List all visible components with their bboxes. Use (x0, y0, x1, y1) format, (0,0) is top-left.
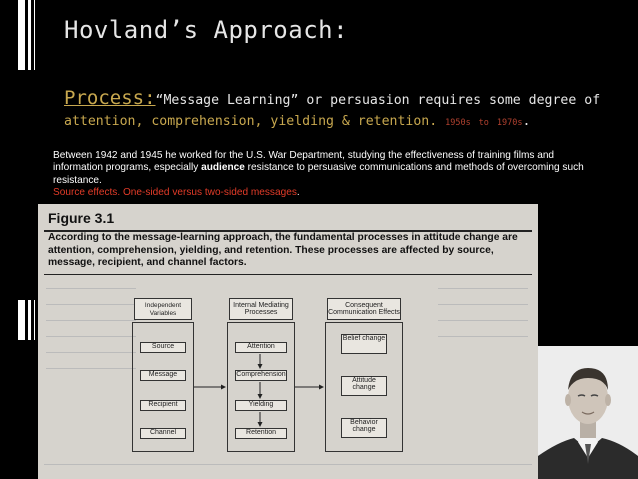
figure-bottom-rule (44, 274, 532, 275)
process-keyword: Process: (64, 87, 156, 109)
faded-text-line (438, 304, 528, 305)
col3-header: Consequent Communication Effects (328, 302, 400, 316)
yielding-label: Yielding (248, 401, 274, 408)
retention-box (235, 428, 287, 439)
source-box (140, 342, 186, 353)
para-bold: audience (201, 162, 245, 174)
portrait-photo (538, 346, 638, 479)
years-to: to (478, 118, 489, 128)
comprehension-box (235, 370, 287, 381)
portrait-illustration (538, 346, 638, 479)
slide-title: Hovland’s Approach: (64, 16, 349, 44)
channel-box (140, 428, 186, 439)
header-consequent (327, 298, 401, 320)
process-statement (64, 88, 624, 134)
col1-header: Independent Variables (144, 302, 182, 317)
faded-text-line (46, 336, 136, 337)
figure-scan (38, 204, 538, 479)
faded-text-line (46, 320, 136, 321)
attention-box (235, 342, 287, 353)
belief-box (341, 334, 387, 354)
decorative-bar (28, 300, 31, 340)
decorative-bar (18, 300, 25, 340)
figure-caption: According to the message-learning approach, the fundamental processes in attitude change are attention, comprehension, yielding, and retention. These processes are affected by source, message, recipient, and channel factors. (48, 232, 518, 268)
faded-text-line (46, 352, 136, 353)
years-start: 1950s (445, 118, 471, 128)
decorative-bar (34, 300, 35, 340)
faded-text-line (438, 320, 528, 321)
source-label: Source (151, 343, 175, 350)
figure-footer-rule (44, 464, 532, 465)
decorative-bar (18, 20, 25, 70)
process-period: . (522, 114, 531, 129)
col2-header: Internal Mediating Processes (233, 302, 289, 316)
faded-text-line (438, 336, 528, 337)
retention-label: Retention (246, 429, 276, 436)
attention-label: Attention (247, 343, 275, 350)
yielding-box (235, 400, 287, 411)
faded-text-line (46, 304, 136, 305)
channel-label: Channel (149, 429, 177, 436)
note-period: . (296, 186, 300, 198)
decorative-bar (28, 20, 31, 70)
para-text: Between 1942 and 1945 he worked for the U.S. War Department, studying the effectiveness of training films and information programs, especially (53, 150, 555, 174)
recipient-box (140, 400, 186, 411)
header-mediating (229, 298, 293, 320)
attitude-label: Attitude change (352, 377, 376, 391)
figure-title: Figure 3.1 (48, 210, 115, 226)
faded-text-line (46, 368, 136, 369)
years-end: 1970s (496, 118, 523, 128)
process-text: “Message Learning” or persuasion requires some degree of (155, 93, 601, 108)
decorative-bar (34, 20, 35, 70)
header-independent (134, 298, 192, 320)
process-line2: attention, comprehension, yielding & retention. (64, 114, 438, 129)
belief-label: Belief change (342, 335, 386, 342)
message-box (140, 370, 186, 381)
behavior-label: Behavior change (350, 419, 378, 433)
para-text-end: resistance to persuasive communications and methods of overcoming such resistance. (53, 162, 584, 186)
background-paragraph (53, 150, 603, 199)
recipient-label: Recipient (148, 401, 178, 408)
attitude-box (341, 376, 387, 396)
message-label: Message (148, 371, 178, 378)
comprehension-label: Comprehension (236, 371, 286, 378)
faded-text-line (46, 288, 136, 289)
source-effects-note: Source effects. One-sided versus two-sided messages (53, 186, 297, 198)
faded-text-line (438, 288, 528, 289)
behavior-box (341, 418, 387, 438)
